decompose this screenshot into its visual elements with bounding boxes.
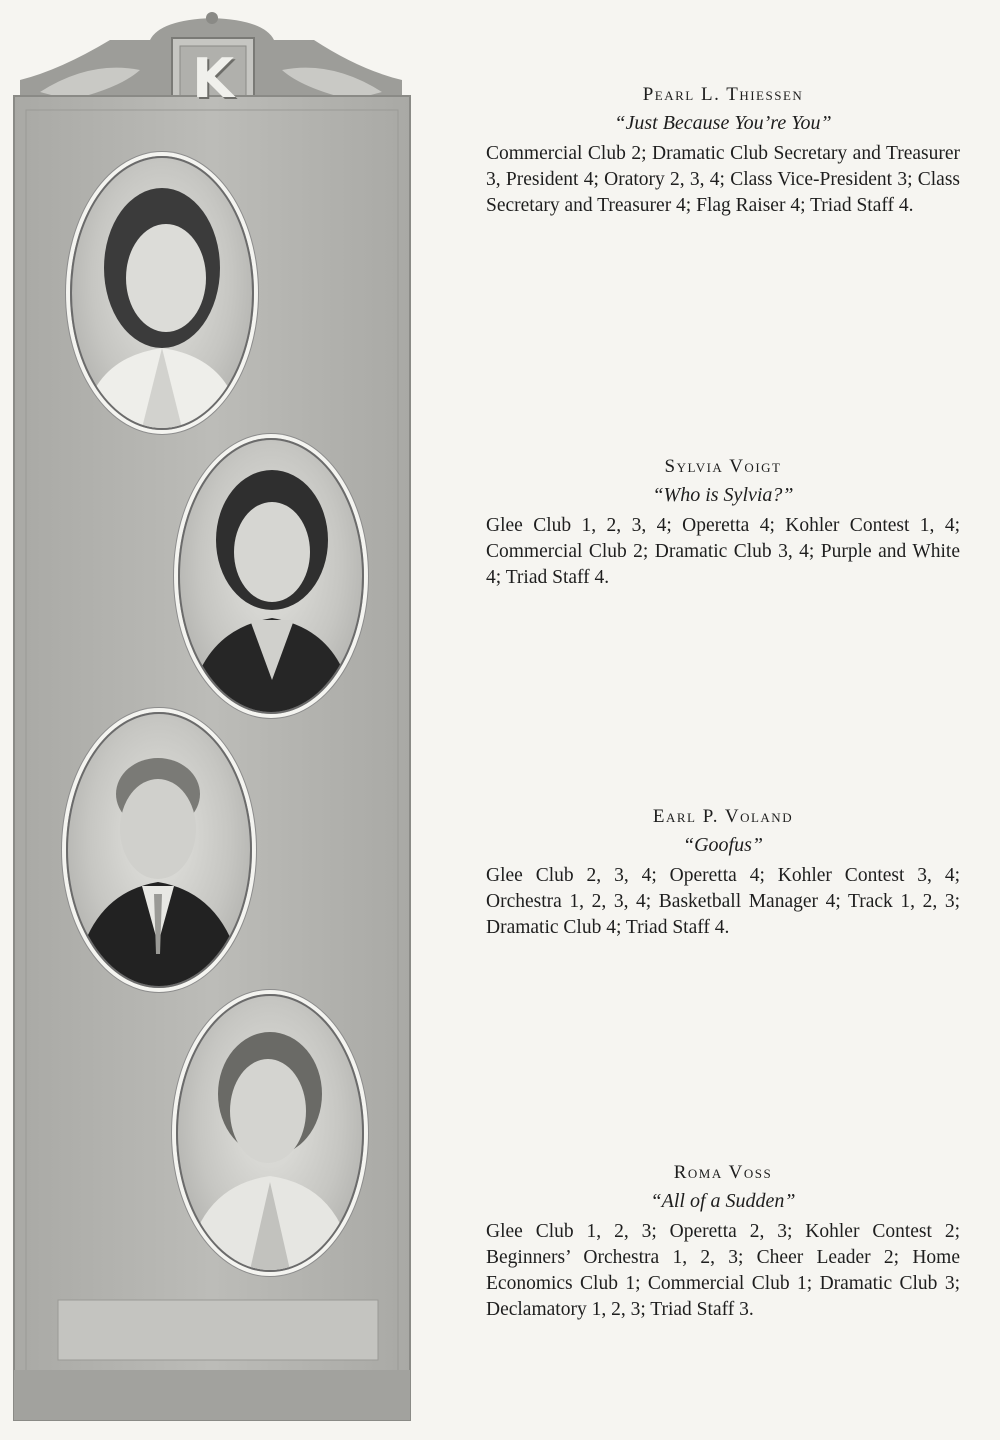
decorative-banner [0,0,420,1440]
senior-motto: “All of a Sudden” [650,1190,796,1212]
senior-activities: Glee Club 2, 3, 4; Operetta 4; Kohler Contest 3, 4; Orchestra 1, 2, 3, 4; Basketball Manager 4; Track 1, 2, 3; Dramatic Club 4; Triad Staff 4. [486,865,960,938]
senior-motto: “Who is Sylvia?” [652,484,794,506]
monogram-letter: K [192,47,234,110]
senior-activities: Commercial Club 2; Dramatic Club Secretary and Treasurer 3, President 4; Oratory 2, 3, 4; Class Vice-President 3; Class Secretary and Treasurer 4; Flag Raiser 4; Triad Staff 4. [486,143,960,216]
senior-motto: “Goofus” [682,834,764,856]
portrait-earl-voland [66,712,252,988]
portrait-illustration [180,440,362,712]
senior-name: Sylvia Voigt [664,456,782,477]
senior-activities: Glee Club 1, 2, 3, 4; Operetta 4; Kohler Contest 1, 4; Commercial Club 2; Dramatic Club 3, 4; Purple and White 4; Triad Staff 4. [486,515,960,588]
portrait-illustration [72,158,252,428]
senior-entry-roma-voss [486,1162,960,1323]
senior-name: Pearl L. Thiessen [642,84,804,105]
senior-entry-sylvia-voigt [486,456,960,591]
senior-name: Earl P. Voland [652,806,794,827]
senior-entry-earl-voland [486,806,960,941]
senior-activities: Glee Club 1, 2, 3; Operetta 2, 3; Kohler Contest 2; Beginners’ Orchestra 1, 2, 3; Cheer Leader 2; Home Economics Club 1; Commercial Club 1; Dramatic Club 3; Declamatory 1, 2, 3; Triad Staff 3. [486,1221,960,1320]
portrait-roma-voss [176,994,364,1272]
portrait-illustration [178,996,362,1270]
portrait-pearl-thiessen [70,156,254,430]
portrait-illustration [68,714,250,986]
senior-motto: “Just Because You’re You” [614,112,832,134]
senior-entry-pearl-thiessen [486,84,960,219]
portrait-sylvia-voigt [178,438,364,714]
senior-name: Roma Voss [673,1162,773,1183]
